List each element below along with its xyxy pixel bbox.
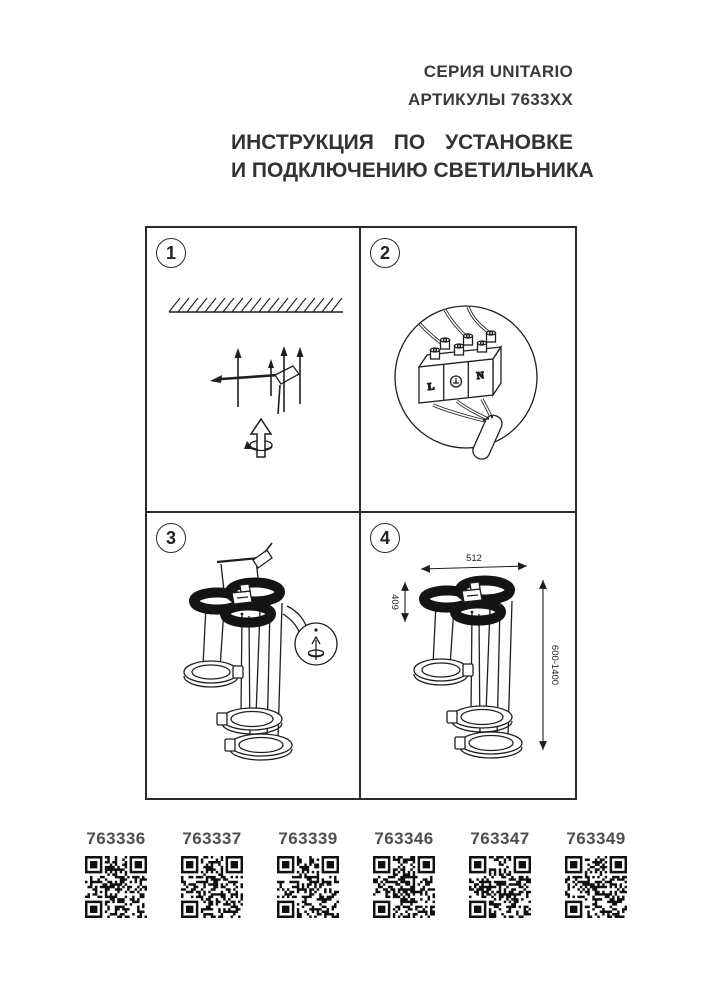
articles-subtitle: АРТИКУЛЫ 7633ХХ xyxy=(407,90,573,109)
article-number: 763339 xyxy=(278,829,338,848)
screw-callout xyxy=(295,623,337,665)
step-number-badge: 3 xyxy=(156,523,186,553)
step-panel-3 xyxy=(147,513,361,798)
series-header xyxy=(408,58,573,114)
article-number: 763347 xyxy=(470,829,530,848)
qr-code xyxy=(277,856,339,918)
mains-wires xyxy=(420,307,491,346)
terminal-block xyxy=(419,331,501,403)
power-cable xyxy=(433,399,505,462)
article-number: 763337 xyxy=(182,829,242,848)
step-number-badge: 1 xyxy=(156,238,186,268)
dimension-canopy-height-label: 409 xyxy=(389,594,400,610)
article-number: 763336 xyxy=(86,829,146,848)
chandelier-dimensions-drawing xyxy=(361,513,575,798)
article-item xyxy=(452,829,548,918)
dimension-suspension-range-label: 600-1400 xyxy=(549,644,560,686)
article-item xyxy=(260,829,356,918)
page-title xyxy=(231,129,594,185)
qr-code xyxy=(469,856,531,918)
step-panel-1 xyxy=(147,228,361,513)
bracket-mounting-drawing xyxy=(147,228,359,511)
article-item xyxy=(548,829,644,918)
article-number: 763346 xyxy=(374,829,434,848)
qr-code xyxy=(181,856,243,918)
article-item xyxy=(164,829,260,918)
step-panel-4 xyxy=(361,513,575,798)
dimension-width-label: 512 xyxy=(466,553,482,564)
title-line-1: ИНСТРУКЦИЯ ПО УСТАНОВКЕ xyxy=(231,131,573,154)
terminal-neutral-label: N xyxy=(476,370,485,382)
step-number-badge: 2 xyxy=(370,238,400,268)
steps-grid xyxy=(145,226,577,800)
chandelier xyxy=(414,581,522,759)
series-title: СЕРИЯ UNITARIO xyxy=(423,62,573,81)
qr-code xyxy=(565,856,627,918)
qr-code xyxy=(85,856,147,918)
chandelier-assembly-drawing xyxy=(147,513,359,798)
step-panel-2 xyxy=(361,228,575,513)
rotate-up-arrow xyxy=(244,419,272,457)
ceiling-hatch xyxy=(169,298,343,312)
qr-code xyxy=(373,856,435,918)
article-list xyxy=(68,829,644,918)
step-number-badge: 4 xyxy=(370,523,400,553)
wiring-connection-drawing xyxy=(361,228,575,511)
article-item xyxy=(68,829,164,918)
terminal-live-label: L xyxy=(427,381,435,393)
mounting-bracket xyxy=(210,346,304,414)
article-number: 763349 xyxy=(566,829,626,848)
title-line-2: И ПОДКЛЮЧЕНИЮ СВЕТИЛЬНИКА xyxy=(231,159,594,182)
article-item xyxy=(356,829,452,918)
chandelier xyxy=(184,583,292,761)
